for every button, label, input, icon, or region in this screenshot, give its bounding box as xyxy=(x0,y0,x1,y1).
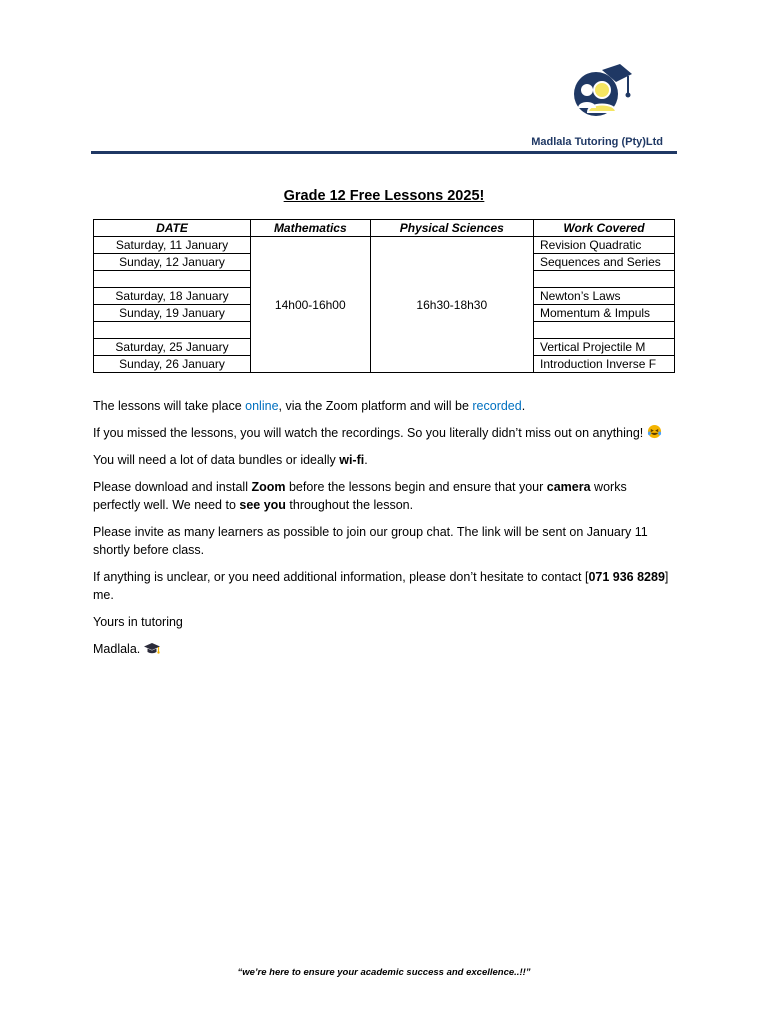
see-you-emphasis: see you xyxy=(239,498,286,512)
page-title: Grade 12 Free Lessons 2025! xyxy=(283,188,485,204)
work-cell xyxy=(534,322,675,339)
paragraph-data: You will need a lot of data bundles or ideally wi-fi. xyxy=(93,453,368,467)
work-cell: Vertical Projectile M xyxy=(534,339,675,356)
work-cell: Revision Quadratic xyxy=(534,237,675,254)
paragraph-zoom: Please download and install Zoom before the lessons begin and ensure that your camera works perfectly well. We need to see you throughout the lesson. xyxy=(93,480,627,512)
physics-time-cell: 16h30-18h30 xyxy=(370,237,533,373)
phone-number: 071 936 8289 xyxy=(588,570,665,584)
table-header-row xyxy=(94,220,675,237)
col-header-work-covered: Work Covered xyxy=(534,220,675,237)
work-cell: Introduction Inverse F xyxy=(534,356,675,373)
company-name: Madlala Tutoring (Pty)Ltd xyxy=(531,136,663,148)
date-cell: Sunday, 12 January xyxy=(94,254,251,271)
work-cell: Newton’s Laws xyxy=(534,288,675,305)
wifi-emphasis: wi-fi xyxy=(339,453,365,467)
work-cell: Momentum & Impuls xyxy=(534,305,675,322)
paragraph-recordings: If you missed the lessons, you will watch the recordings. So you literally didn’t miss out on anything! xyxy=(93,424,677,442)
paragraph-online: The lessons will take place online, via the Zoom platform and will be recorded. xyxy=(93,399,526,413)
recorded-highlight: recorded xyxy=(472,399,522,413)
laughing-emoji-icon xyxy=(647,424,662,439)
footer-tagline: “we’re here to ensure your academic success and excellence..!!” xyxy=(237,967,531,978)
col-header-mathematics: Mathematics xyxy=(251,220,371,237)
work-cell: Sequences and Series xyxy=(534,254,675,271)
logo-graduate-icon xyxy=(572,64,634,120)
closing-line: Yours in tutoring xyxy=(93,615,183,629)
date-cell: Saturday, 18 January xyxy=(94,288,251,305)
col-header-date: DATE xyxy=(94,220,251,237)
date-cell: Saturday, 11 January xyxy=(94,237,251,254)
date-cell: Saturday, 25 January xyxy=(94,339,251,356)
header-divider xyxy=(91,151,677,154)
date-cell xyxy=(94,322,251,339)
math-time-cell: 14h00-16h00 xyxy=(251,237,371,373)
zoom-emphasis: Zoom xyxy=(251,480,286,494)
col-header-physical-sciences: Physical Sciences xyxy=(370,220,533,237)
signature-line: Madlala. xyxy=(93,640,677,658)
date-cell: Sunday, 26 January xyxy=(94,356,251,373)
paragraph-contact: If anything is unclear, or you need additional information, please don’t hesitate to contact [071 936 8289] me. xyxy=(93,570,669,602)
graduation-cap-icon xyxy=(144,642,160,655)
online-highlight: online xyxy=(245,399,279,413)
work-cell xyxy=(534,271,675,288)
date-cell: Sunday, 19 January xyxy=(94,305,251,322)
letter-body xyxy=(93,397,677,667)
camera-emphasis: camera xyxy=(546,480,591,494)
table-row xyxy=(94,237,675,254)
date-cell xyxy=(94,271,251,288)
schedule-table xyxy=(93,219,675,373)
paragraph-group-chat: Please invite as many learners as possible to join our group chat. The link will be sent on January 11 shortly before class. xyxy=(93,525,648,557)
